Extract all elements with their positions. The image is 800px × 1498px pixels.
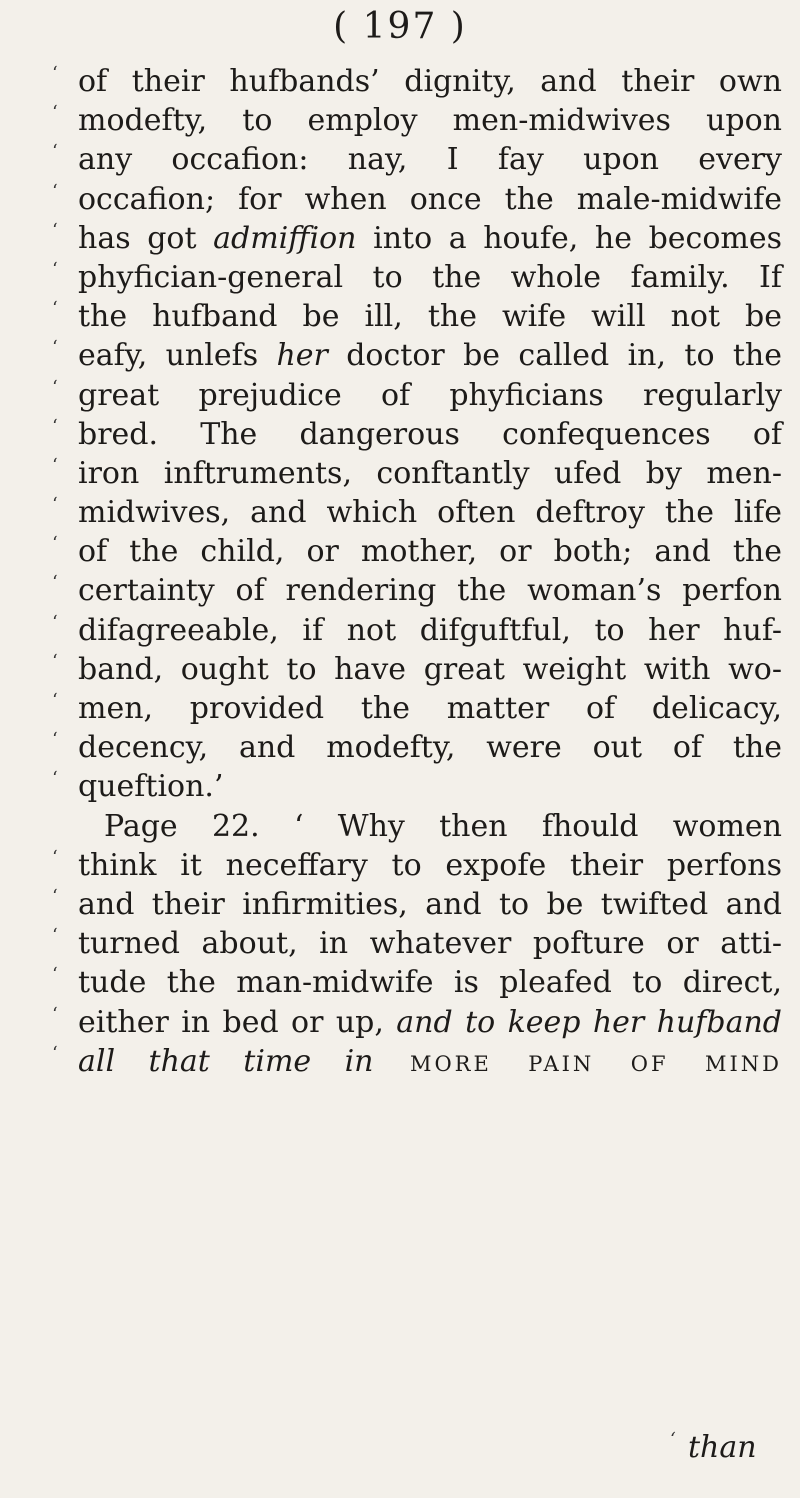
text-line: Page 22. ‘ Why then fhould women [104, 808, 782, 844]
text-line: ‘ men, provided the matter of delicacy, [52, 689, 782, 728]
quote-mark: ‘ [52, 102, 58, 124]
text-line: ‘ decency, and modefty, were out of the [52, 728, 782, 767]
text-line: ‘ and their infirmities, and to be twifted and [52, 885, 782, 924]
body-text [52, 62, 782, 1081]
text-line: ‘ certainty of rendering the woman’s perfon [52, 571, 782, 610]
quote-mark: ‘ [52, 454, 58, 476]
quote-mark: ‘ [52, 885, 58, 907]
quote-mark: ‘ [52, 337, 58, 359]
text-line: ‘ any occafion: nay, I fay upon every [52, 140, 782, 179]
text-line: ‘ the hufband be ill, the wife will not be [52, 297, 782, 336]
text-line: ‘ band, ought to have great weight with wo- [52, 650, 782, 689]
text-line: ‘ of the child, or mother, or both; and the [52, 532, 782, 571]
text-line: ‘ great prejudice of phyficians regularly [52, 376, 782, 415]
quote-mark: ‘ [52, 768, 58, 790]
text-line: ‘ modefty, to employ men-midwives upon [52, 101, 782, 140]
quote-mark: ‘ [52, 63, 58, 84]
quote-mark: ‘ [52, 729, 58, 751]
text-line: ‘ has got admiffion into a houfe, he becomes [52, 219, 782, 258]
text-line: ‘ bred. The dangerous confequences of [52, 415, 782, 454]
quote-mark: ‘ [52, 180, 58, 202]
quote-mark: ‘ [670, 1429, 676, 1450]
text-line: ‘ difagreeable, if not difguftful, to her huf- [52, 611, 782, 650]
quote-mark: ‘ [52, 376, 58, 398]
quote-mark: ‘ [52, 415, 58, 437]
quote-mark: ‘ [52, 298, 58, 320]
quote-mark: ‘ [52, 258, 58, 280]
quote-mark: ‘ [52, 494, 58, 516]
quote-mark: ‘ [52, 925, 58, 947]
quote-mark: ‘ [52, 1042, 58, 1064]
quote-mark: ‘ [52, 611, 58, 633]
quote-mark: ‘ [52, 690, 58, 711]
page-number: ( 197 ) [333, 6, 467, 47]
text-line: ‘ either in bed or up, and to keep her hufband [52, 1003, 782, 1042]
quote-mark: ‘ [52, 572, 58, 594]
text-line: ‘ of their hufbands’ dignity, and their own [52, 62, 782, 101]
quote-mark: ‘ [52, 1003, 58, 1025]
quote-mark: ‘ [52, 846, 58, 868]
quote-mark: ‘ [52, 219, 58, 241]
catchword: ‘ than [670, 1429, 757, 1465]
text-line: ‘ all that time in more pain of mind [52, 1042, 782, 1081]
text-line: ‘ tude the man-midwife is pleafed to direct, [52, 963, 782, 1002]
quote-mark: ‘ [52, 533, 58, 555]
text-line: ‘ midwives, and which often deftroy the life [52, 493, 782, 532]
text-line: ‘ phyfician-general to the whole family. If [52, 258, 782, 297]
text-line: ‘ iron inftruments, conftantly ufed by men- [52, 454, 782, 493]
quote-mark: ‘ [52, 964, 58, 986]
quote-mark: ‘ [52, 141, 58, 163]
text-line: ‘ think it neceffary to expofe their perfons [52, 846, 782, 885]
text-line: ‘ queftion.’ [52, 767, 782, 806]
quote-mark: ‘ [52, 650, 58, 672]
text-line: ‘ turned about, in whatever pofture or atti- [52, 924, 782, 963]
text-line: ‘ occafion; for when once the male-midwife [52, 180, 782, 219]
text-line: ‘ eafy, unlefs her doctor be called in, to the [52, 336, 782, 375]
